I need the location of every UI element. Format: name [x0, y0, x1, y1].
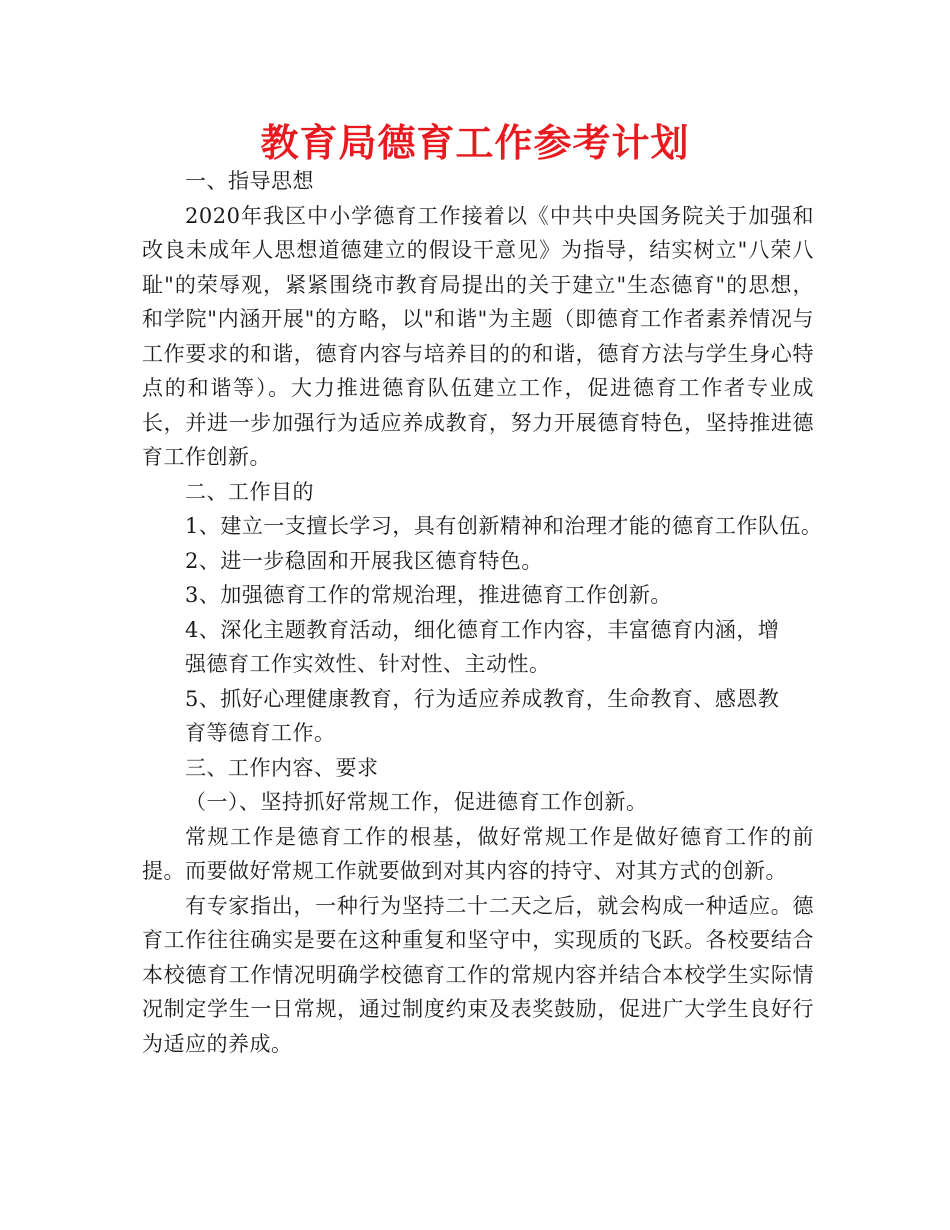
goal-item-5: 5、抓好心理健康教育，行为适应养成教育，生命教育、感恩教育等德育工作。	[185, 686, 780, 745]
document-body	[142, 164, 823, 1061]
goal-item-4: 4、深化主题教育活动，细化德育工作内容，丰富德育内涵，增强德育工作实效性、针对性、主动性。	[185, 617, 780, 676]
goal-item-2: 2、进一步稳固和开展我区德育特色。	[185, 548, 543, 573]
subsection-heading-routine-work: （一）、坚持抓好常规工作，促进德育工作创新。	[185, 790, 648, 814]
section-heading-work-content: 三、工作内容、要求	[185, 755, 379, 780]
document-title: 教育局德育工作参考计划	[260, 121, 690, 165]
goal-item-1: 1、建立一支擅长学习，具有创新精神和治理才能的德育工作队伍。	[185, 514, 823, 538]
paragraph-expert-view: 有专家指出，一种行为坚持二十二天之后，就会构成一种适应。德育工作往往确实是要在这种重复和坚守中，实现质的飞跃。各校要结合本校德育工作情况明确学校德育工作的常规内容并结合本校学生实际情况制定学生一日常规，通过制度约束及表奖鼓励，促进广大学生良好行为适应的养成。	[142, 893, 814, 1056]
section-heading-work-goals: 二、工作目的	[185, 479, 314, 504]
paragraph-routine-work: 常规工作是德育工作的根基，做好常规工作是做好德育工作的前提。而要做好常规工作就要做到对其内容的持守、对其方式的创新。	[142, 824, 814, 883]
paragraph-guiding-thought: 2020年我区中小学德育工作接着以《中共中央国务院关于加强和改良未成年人思想道德建立的假设干意见》为指导，结实树立"八荣八耻"的荣辱观，紧紧围绕市教育局提出的关于建立"生态德育"的思想，和学院"内涵开展"的方略，以"和谐"为主题（即德育工作者素养情况与工作要求的和谐，德育内容与培养目的的和谐，德育方法与学生身心特点的和谐等）。大力推进德育队伍建立工作，促进德育工作者专业成长，并进一步加强行为适应养成教育，努力开展德育特色，坚持推进德育工作创新。	[142, 203, 814, 469]
goal-item-3: 3、加强德育工作的常规治理，推进德育工作创新。	[185, 583, 672, 607]
section-heading-guiding-thought: 一、指导思想	[185, 169, 314, 193]
